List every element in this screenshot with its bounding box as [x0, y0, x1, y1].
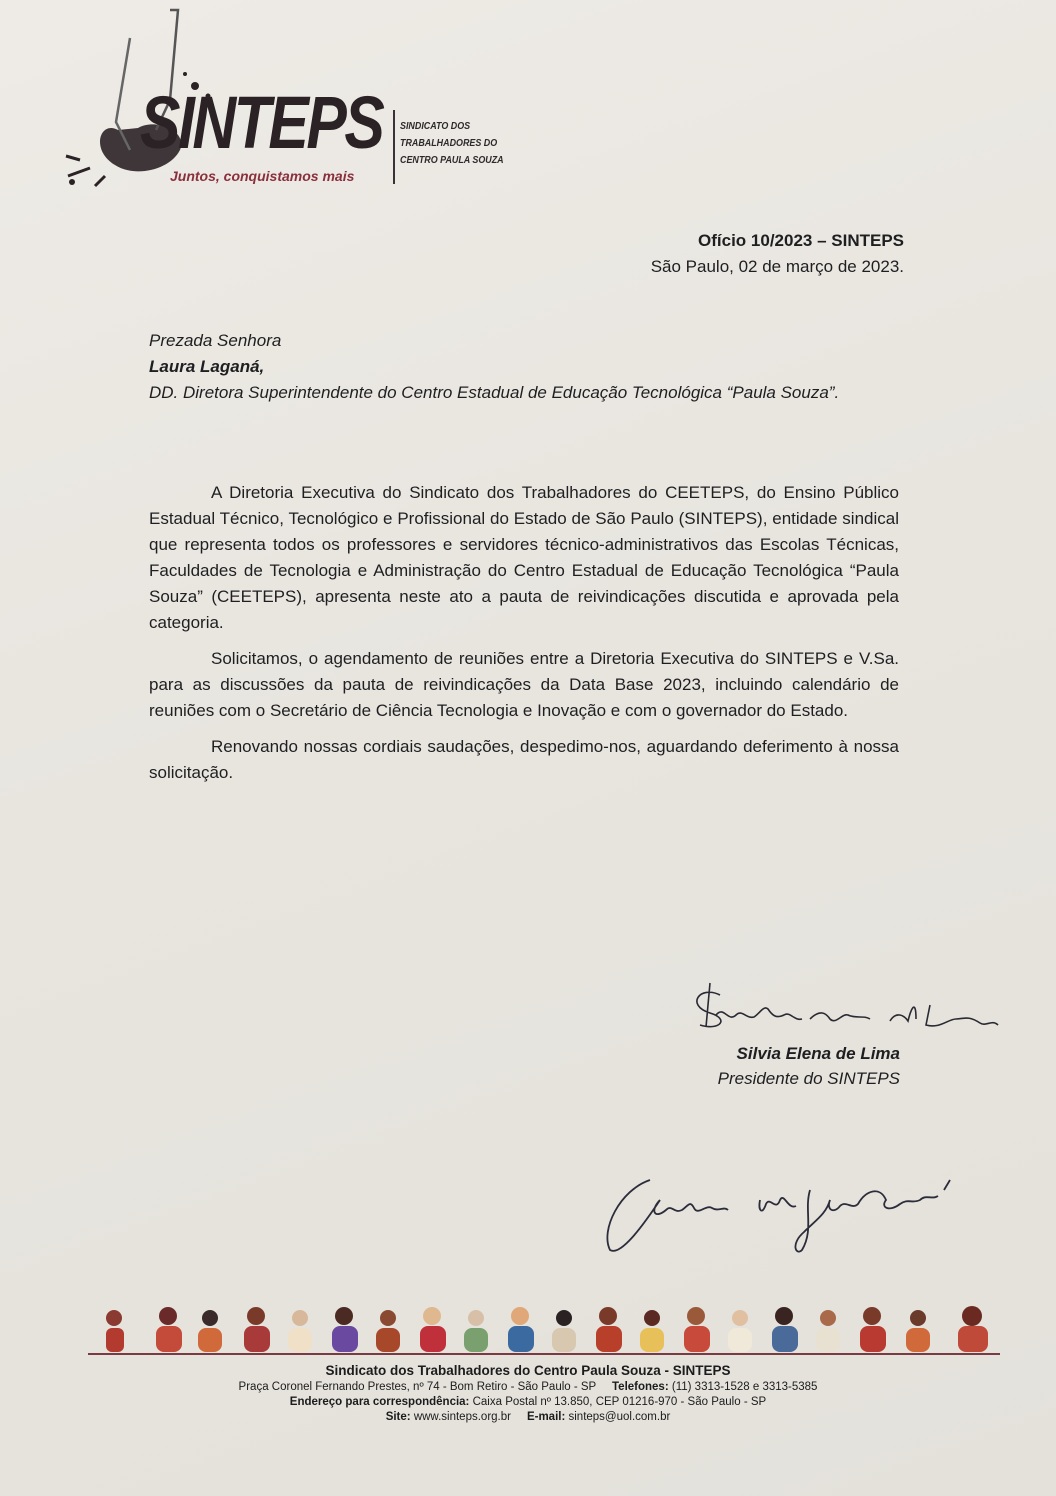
logo-subtitle-line: CENTRO PAULA SOUZA: [400, 154, 504, 166]
footer-mail-label: Endereço para correspondência:: [289, 1396, 470, 1408]
logo-subtitle-line: TRABALHADORES DO: [400, 137, 498, 149]
signatory-name: Silvia Elena de Lima: [736, 1044, 900, 1063]
office-number: Ofício 10/2023 – SINTEPS: [698, 231, 904, 250]
receipt-signature: [590, 1160, 990, 1260]
signatory-role: Presidente do SINTEPS: [717, 1069, 900, 1088]
footer-org-name: Sindicato dos Trabalhadores do Centro Paula Souza - SINTEPS: [325, 1363, 731, 1378]
president-signature: [680, 975, 1000, 1045]
footer-site-link[interactable]: www.sinteps.org.br: [413, 1411, 511, 1423]
footer-address-line: [0, 1380, 1056, 1395]
body-paragraph: Solicitamos, o agendamento de reuniões entre a Diretoria Executiva do SINTEPS e V.Sa. para as discussões da pauta de reivindicações da Data Base 2023, incluindo calendário de reuniões com o Secretário de Ciência Tecnologia e Inovação e com o governador do Estado.: [149, 649, 899, 720]
salutation: Prezada Senhora: [149, 331, 282, 350]
logo-wordmark: SINTEPS: [140, 81, 383, 164]
letter-body: [149, 480, 899, 796]
body-paragraph: Renovando nossas cordiais saudações, despedimo-nos, aguardando deferimento à nossa solicitação.: [149, 737, 899, 782]
letter-footer: [0, 1362, 1056, 1425]
footer-email-label: E-mail:: [526, 1411, 566, 1423]
footer-email-link[interactable]: sinteps@uol.com.br: [568, 1411, 671, 1423]
footer-address: Praça Coronel Fernando Prestes, nº 74 - Bom Retiro - São Paulo - SP: [238, 1381, 597, 1393]
footer-figures-illustration: [88, 1296, 1000, 1360]
footer-mail: Caixa Postal nº 13.850, CEP 01216-970 - São Paulo - SP: [472, 1396, 767, 1408]
footer-phones-label: Telefones:: [612, 1381, 669, 1393]
logo-subtitle-line: SINDICATO DOS: [400, 120, 471, 132]
letter-reference: [651, 228, 904, 280]
sinteps-logo: [60, 0, 530, 200]
footer-web-line: [0, 1410, 1056, 1425]
logo-subtitle: [400, 118, 519, 169]
footer-site-label: Site:: [385, 1411, 411, 1423]
body-paragraph: A Diretoria Executiva do Sindicato dos Trabalhadores do CEETEPS, do Ensino Público Estadual Técnico, Tecnológico e Profissional do Estado de São Paulo (SINTEPS), entidade sindical que representa todos os professores e servidores técnico-administrativos das Escolas Técnicas, Faculdades de Tecnologia e Administração do Centro Estadual de Educação Tecnológica “Paula Souza” (CEETEPS), apresenta neste ato a pauta de reivindicações discutida e aprovada pela categoria.: [149, 483, 899, 632]
signatory-block: [718, 1041, 900, 1091]
addressee-block: [149, 328, 905, 406]
addressee-name: Laura Laganá,: [149, 357, 265, 376]
addressee-title: DD. Diretora Superintendente do Centro Estadual de Educação Tecnológica “Paula Souza”.: [149, 383, 840, 402]
logo-slogan: Juntos, conquistamos mais: [170, 168, 355, 184]
footer-mail-line: [0, 1395, 1056, 1410]
logo-divider: [393, 110, 395, 184]
footer-phones: (11) 3313-1528 e 3313-5385: [671, 1381, 818, 1393]
footer-divider: [88, 1353, 1000, 1355]
place-date: São Paulo, 02 de março de 2023.: [650, 257, 904, 276]
